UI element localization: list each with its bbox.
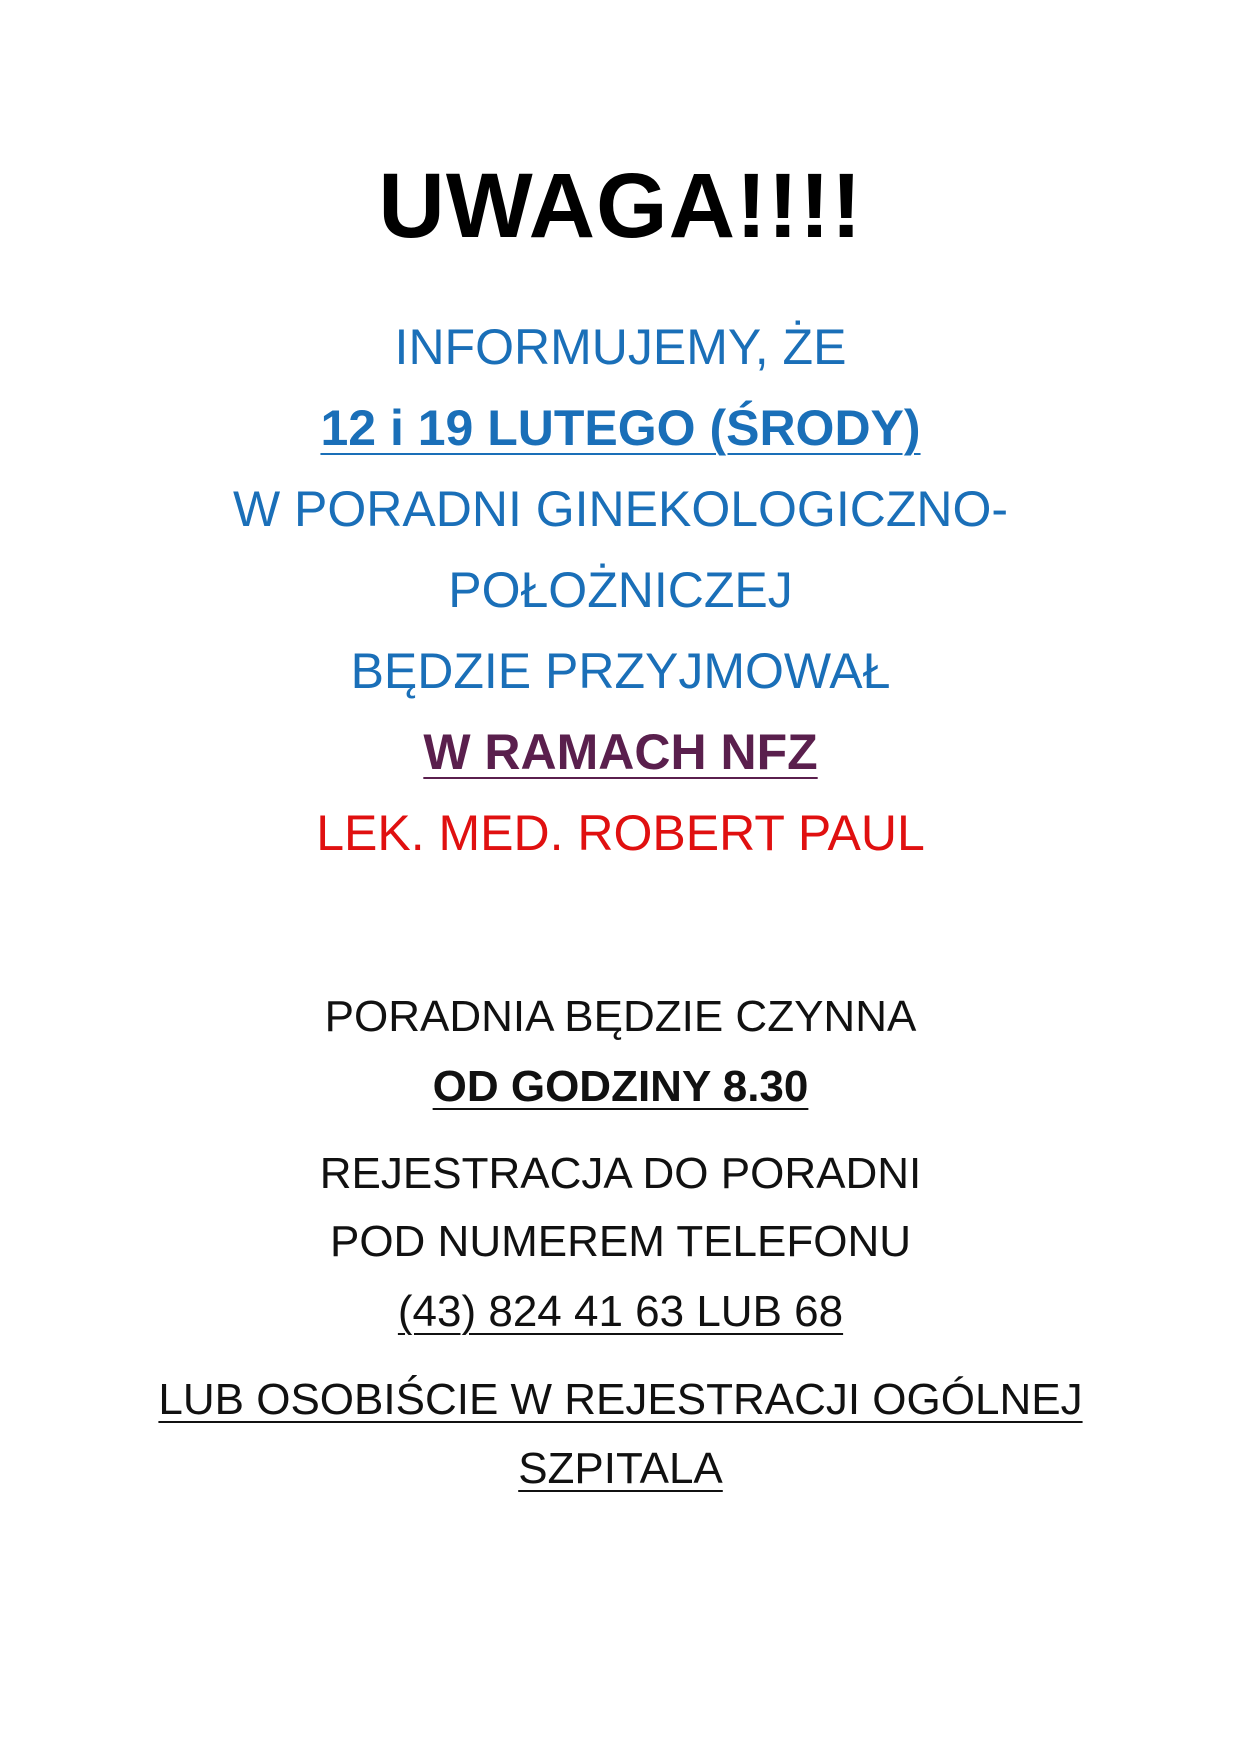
dates-line: 12 i 19 LUTEGO (ŚRODY)	[320, 400, 921, 456]
nfz-line: W RAMACH NFZ	[423, 724, 818, 780]
informujemy-line: INFORMUJEMY, ŻE	[394, 319, 847, 375]
registration-line-1: REJESTRACJA DO PORADNI	[319, 1149, 922, 1198]
in-person-line-1: LUB OSOBIŚCIE W REJESTRACJI OGÓLNEJ	[158, 1375, 1083, 1424]
clinic-line-2: POŁOŻNICZEJ	[448, 562, 793, 618]
clinic-line-1: W PORADNI GINEKOLOGICZNO-	[232, 481, 1009, 537]
registration-line-2: POD NUMEREM TELEFONU	[329, 1217, 912, 1266]
phone-number: (43) 824 41 63 LUB 68	[397, 1287, 844, 1336]
in-person-line-2: SZPITALA	[518, 1444, 723, 1493]
from-hour-line: OD GODZINY 8.30	[432, 1062, 809, 1111]
will-receive-line: BĘDZIE PRZYJMOWAŁ	[350, 643, 891, 699]
notice-title: UWAGA!!!!	[378, 155, 863, 257]
open-hours-line: PORADNIA BĘDZIE CZYNNA	[324, 992, 917, 1041]
doctor-name: LEK. MED. ROBERT PAUL	[316, 805, 925, 861]
